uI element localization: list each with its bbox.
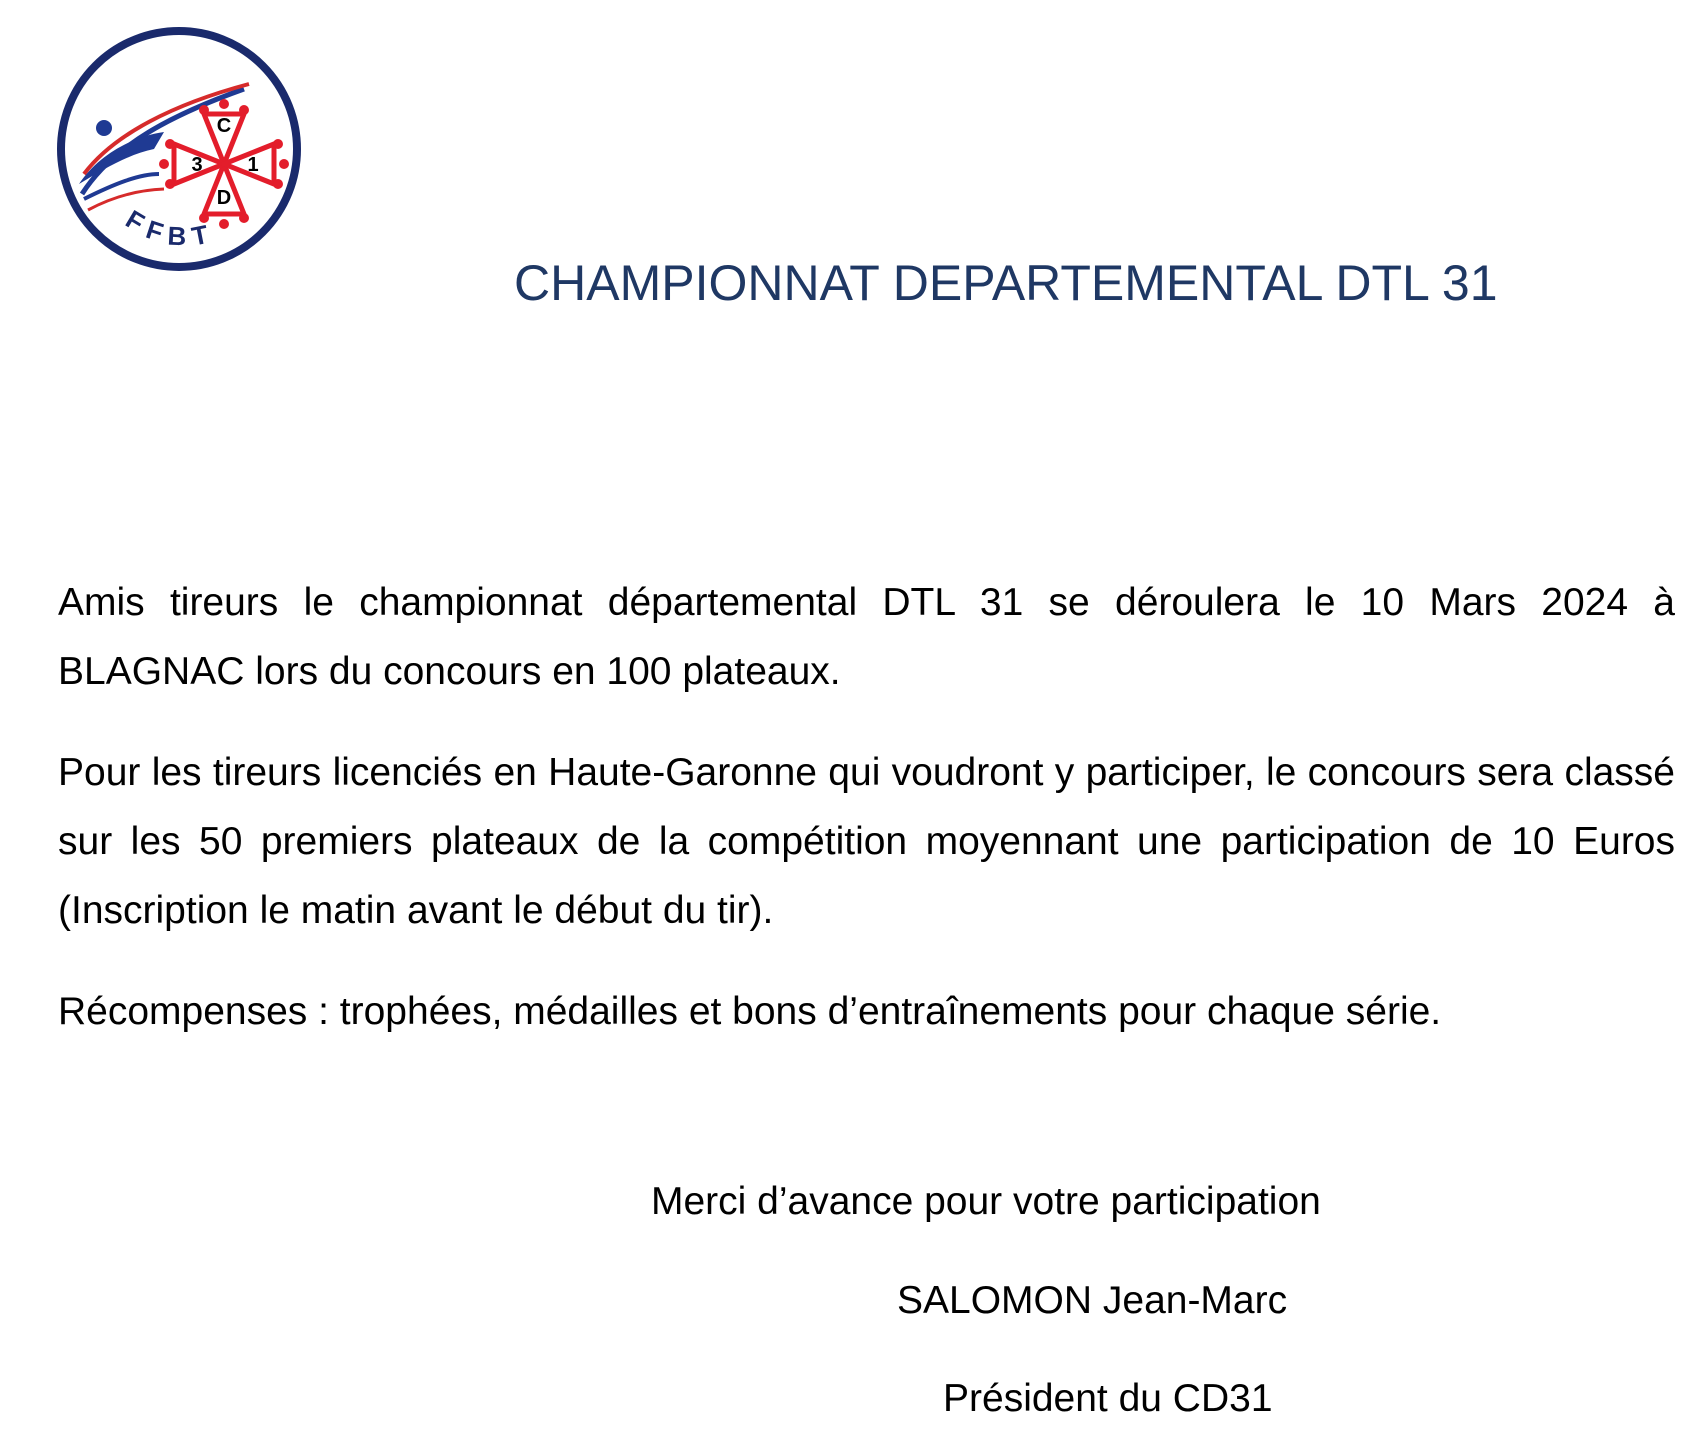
document-body (58, 568, 1675, 1078)
paragraph-participation: Pour les tireurs licenciés en Haute-Garonne qui voudront y participer, le concours sera classé sur les 50 premiers plateaux de la compétition moyennant une participation de 10 Euros (Inscription le matin avant le début du tir). (58, 751, 1675, 932)
paragraph-rewards: Récompenses : trophées, médailles et bons d’entraînements pour chaque série. (58, 990, 1442, 1033)
signatory-role: Président du CD31 (943, 1377, 1273, 1420)
signatory-name: SALOMON Jean-Marc (897, 1279, 1288, 1322)
closing-thanks: Merci d’avance pour votre participation (651, 1180, 1321, 1223)
ffbt-cd31-logo (54, 24, 304, 274)
logo-arc-text: FFBT (120, 203, 219, 252)
paragraph-announcement: Amis tireurs le championnat départemental DTL 31 se déroulera le 10 Mars 2024 à BLAGNAC lors du concours en 100 plateaux. (58, 581, 1675, 693)
logo-letter-d: D (216, 187, 232, 209)
logo-letter-c: C (216, 115, 232, 137)
logo-letter-1: 1 (247, 154, 259, 176)
logo-graphic (54, 24, 304, 274)
logo-letter-3: 3 (191, 154, 203, 176)
page-title: CHAMPIONNAT DEPARTEMENTAL DTL 31 (514, 255, 1498, 311)
